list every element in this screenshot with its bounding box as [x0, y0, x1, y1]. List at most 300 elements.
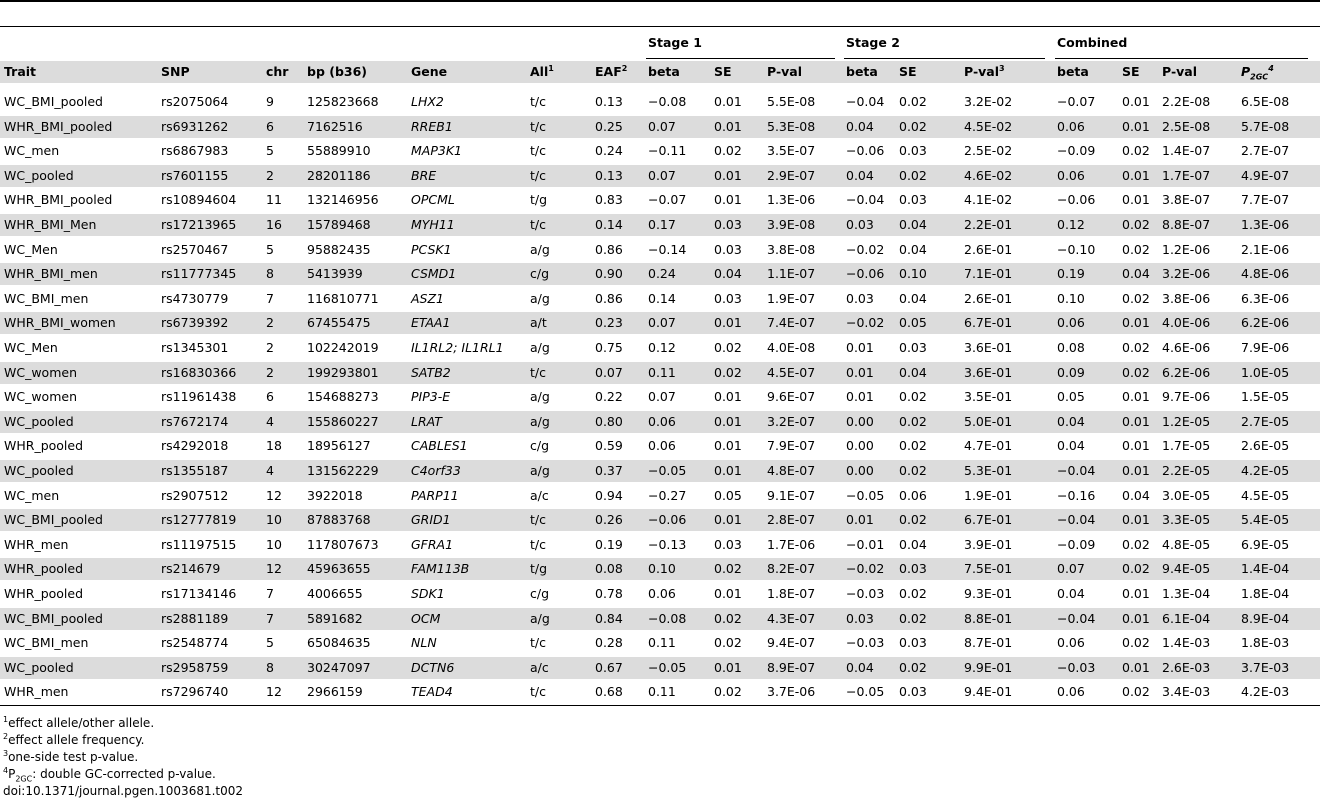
cell-se-stage2: 0.02: [899, 610, 927, 626]
cell-chr: 10: [266, 512, 282, 528]
cell-pval-combined: 1.2E-06: [1162, 241, 1211, 257]
cell-eaf: 0.24: [595, 143, 623, 159]
cell-pval-stage1: 1.9E-07: [767, 290, 816, 306]
cell-se-stage2: 0.04: [899, 217, 927, 232]
cell-snp: rs2958759: [161, 659, 229, 675]
cell-trait: WC_BMI_men: [4, 635, 89, 651]
cell-se-combined: 0.02: [1122, 241, 1150, 257]
cell-bp: 132146956: [307, 192, 379, 208]
cell-se-stage2: 0.02: [899, 586, 927, 601]
cell-all: a/c: [530, 659, 549, 675]
cell-beta-stage2: 0.03: [846, 290, 874, 306]
cell-beta-stage1: −0.08: [648, 94, 687, 109]
group-rule-stage1: [646, 58, 835, 59]
cell-snp: rs11777345: [161, 266, 237, 282]
cell-gene: PIP3-E: [411, 389, 451, 405]
cell-gene: OCM: [411, 610, 441, 626]
cell-se-stage1: 0.01: [714, 512, 742, 528]
cell-se-stage2: 0.03: [899, 684, 927, 700]
cell-se-stage1: 0.03: [714, 290, 742, 306]
cell-beta-stage1: 0.07: [648, 315, 676, 331]
col-header-all: All$^1$: [530, 63, 554, 79]
col-header-se-combined: SE: [1122, 64, 1140, 79]
cell-se-stage2: 0.06: [899, 487, 927, 503]
cell-p2gc: 4.2E-05: [1241, 463, 1290, 478]
cell-beta-combined: 0.04: [1057, 413, 1085, 429]
cell-eaf: 0.59: [595, 438, 623, 454]
cell-snp: rs6867983: [161, 143, 229, 159]
cell-snp: rs4292018: [161, 438, 229, 454]
cell-beta-combined: 0.04: [1057, 586, 1085, 601]
cell-eaf: 0.67: [595, 659, 623, 675]
cell-se-stage2: 0.02: [899, 659, 927, 675]
cell-chr: 8: [266, 266, 274, 282]
cell-beta-stage2: 0.03: [846, 610, 874, 626]
cell-se-stage1: 0.01: [714, 167, 742, 183]
cell-chr: 5: [266, 635, 274, 651]
cell-all: t/c: [530, 118, 546, 134]
cell-trait: WHR_pooled: [4, 586, 84, 601]
cell-se-stage1: 0.01: [714, 94, 742, 109]
group-rule-combined: [1055, 58, 1308, 59]
cell-trait: WHR_BMI_Men: [4, 217, 97, 232]
cell-snp: rs17213965: [161, 217, 237, 232]
cell-beta-stage2: −0.01: [846, 536, 885, 552]
cell-trait: WC_pooled: [4, 463, 74, 478]
cell-pval-stage2: 3.2E-02: [964, 94, 1013, 109]
cell-pval-stage1: 9.6E-07: [767, 389, 816, 405]
cell-pval-combined: 3.2E-06: [1162, 266, 1211, 282]
cell-pval-combined: 3.4E-03: [1162, 684, 1211, 700]
cell-se-stage2: 0.02: [899, 438, 927, 454]
footnote-4: $^4P_{2GC}$: double GC-corrected p-value.: [3, 766, 216, 784]
cell-se-stage2: 0.02: [899, 413, 927, 429]
cell-p2gc: 2.1E-06: [1241, 241, 1290, 257]
cell-pval-combined: 1.3E-04: [1162, 586, 1211, 601]
cell-beta-stage1: 0.06: [648, 586, 676, 601]
cell-pval-stage1: 9.4E-07: [767, 635, 816, 651]
cell-se-stage2: 0.02: [899, 463, 927, 478]
cell-trait: WC_pooled: [4, 413, 74, 429]
cell-all: a/g: [530, 413, 550, 429]
cell-beta-combined: −0.09: [1057, 143, 1096, 159]
cell-snp: rs1355187: [161, 463, 229, 478]
group-header-stage2: Stage 2: [846, 35, 900, 50]
cell-snp: rs2881189: [161, 610, 229, 626]
cell-chr: 6: [266, 389, 274, 405]
cell-p2gc: 6.5E-08: [1241, 94, 1290, 109]
cell-gene: DCTN6: [411, 659, 455, 675]
col-header-se-stage2: SE: [899, 64, 917, 79]
cell-eaf: 0.84: [595, 610, 623, 626]
cell-pval-stage1: 7.9E-07: [767, 438, 816, 454]
cell-beta-stage2: 0.01: [846, 389, 874, 405]
cell-trait: WC_Men: [4, 340, 58, 355]
cell-eaf: 0.26: [595, 512, 623, 528]
cell-beta-stage2: −0.04: [846, 192, 885, 208]
cell-trait: WC_women: [4, 364, 77, 380]
col-header-beta-stage2: beta: [846, 64, 878, 79]
cell-eaf: 0.25: [595, 118, 623, 134]
cell-se-stage1: 0.03: [714, 536, 742, 552]
cell-chr: 2: [266, 315, 274, 331]
group-header-stage1: Stage 1: [648, 35, 702, 50]
cell-trait: WC_BMI_men: [4, 290, 89, 306]
cell-se-combined: 0.02: [1122, 143, 1150, 159]
cell-beta-stage2: 0.00: [846, 463, 874, 478]
cell-all: c/g: [530, 266, 550, 282]
cell-se-stage2: 0.10: [899, 266, 927, 282]
cell-p2gc: 5.7E-08: [1241, 118, 1290, 134]
cell-trait: WHR_BMI_pooled: [4, 118, 113, 134]
group-header-combined: Combined: [1057, 35, 1128, 50]
cell-se-combined: 0.02: [1122, 561, 1150, 577]
cell-eaf: 0.13: [595, 167, 623, 183]
cell-gene: C4orf33: [411, 463, 461, 478]
cell-pval-stage1: 3.5E-07: [767, 143, 816, 159]
cell-bp: 95882435: [307, 241, 371, 257]
cell-se-stage1: 0.02: [714, 340, 742, 355]
cell-trait: WHR_men: [4, 684, 69, 700]
cell-beta-combined: 0.19: [1057, 266, 1085, 282]
cell-beta-combined: 0.08: [1057, 340, 1085, 355]
cell-chr: 4: [266, 463, 274, 478]
cell-beta-combined: 0.05: [1057, 389, 1085, 405]
cell-pval-stage1: 3.9E-08: [767, 217, 816, 232]
cell-beta-combined: −0.03: [1057, 659, 1096, 675]
cell-p2gc: 6.2E-06: [1241, 315, 1290, 331]
cell-se-stage1: 0.01: [714, 389, 742, 405]
cell-beta-stage2: −0.04: [846, 94, 885, 109]
cell-p2gc: 1.4E-04: [1241, 561, 1290, 577]
cell-beta-stage1: 0.11: [648, 684, 676, 700]
cell-gene: ASZ1: [411, 290, 445, 306]
cell-beta-combined: 0.07: [1057, 561, 1085, 577]
cell-pval-stage1: 8.9E-07: [767, 659, 816, 675]
cell-beta-stage1: 0.11: [648, 364, 676, 380]
cell-all: a/g: [530, 241, 550, 257]
cell-beta-combined: −0.09: [1057, 536, 1096, 552]
cell-pval-combined: 4.8E-05: [1162, 536, 1211, 552]
cell-all: t/c: [530, 167, 546, 183]
cell-bp: 55889910: [307, 143, 371, 159]
cell-trait: WHR_BMI_pooled: [4, 192, 113, 208]
cell-p2gc: 2.7E-05: [1241, 413, 1290, 429]
cell-pval-combined: 6.1E-04: [1162, 610, 1211, 626]
footnote-3: $^3$one-side test p-value.: [3, 749, 139, 764]
cell-chr: 18: [266, 438, 282, 454]
footnote-1: $^1$effect allele/other allele.: [3, 715, 155, 730]
cell-beta-stage2: 0.03: [846, 217, 874, 232]
cell-se-stage2: 0.05: [899, 315, 927, 331]
cell-bp: 102242019: [307, 340, 379, 355]
cell-beta-combined: −0.04: [1057, 610, 1096, 626]
cell-se-stage2: 0.02: [899, 118, 927, 134]
cell-pval-stage2: 2.6E-01: [964, 241, 1013, 257]
cell-se-stage1: 0.01: [714, 118, 742, 134]
cell-se-stage1: 0.01: [714, 192, 742, 208]
cell-pval-combined: 1.4E-07: [1162, 143, 1211, 159]
cell-snp: rs7601155: [161, 167, 229, 183]
cell-all: a/g: [530, 340, 550, 355]
cell-beta-stage1: −0.11: [648, 143, 687, 159]
cell-gene: SATB2: [411, 364, 451, 380]
cell-beta-combined: 0.04: [1057, 438, 1085, 454]
cell-all: t/c: [530, 512, 546, 528]
cell-beta-combined: −0.04: [1057, 512, 1096, 528]
cell-trait: WHR_pooled: [4, 438, 84, 454]
cell-gene: LHX2: [411, 94, 444, 109]
cell-beta-combined: 0.10: [1057, 290, 1085, 306]
cell-p2gc: 4.5E-05: [1241, 487, 1290, 503]
cell-beta-stage1: 0.24: [648, 266, 676, 282]
cell-eaf: 0.23: [595, 315, 623, 331]
cell-pval-stage2: 2.5E-02: [964, 143, 1013, 159]
col-header-trait: Trait: [4, 64, 37, 79]
cell-se-stage2: 0.03: [899, 143, 927, 159]
cell-beta-combined: 0.06: [1057, 118, 1085, 134]
cell-pval-stage1: 4.8E-07: [767, 463, 816, 478]
cell-pval-stage2: 8.7E-01: [964, 635, 1013, 651]
cell-bp: 7162516: [307, 118, 363, 134]
cell-gene: PARP11: [411, 487, 459, 503]
cell-pval-stage1: 1.7E-06: [767, 536, 816, 552]
cell-bp: 87883768: [307, 512, 371, 528]
cell-gene: CABLES1: [411, 438, 468, 454]
cell-beta-combined: 0.06: [1057, 684, 1085, 700]
cell-eaf: 0.08: [595, 561, 623, 577]
cell-beta-combined: −0.04: [1057, 463, 1096, 478]
cell-p2gc: 6.9E-05: [1241, 536, 1290, 552]
cell-beta-stage2: 0.00: [846, 413, 874, 429]
cell-beta-stage1: −0.14: [648, 241, 687, 257]
cell-snp: rs2548774: [161, 635, 229, 651]
cell-gene: SDK1: [411, 586, 445, 601]
cell-pval-combined: 3.8E-06: [1162, 290, 1211, 306]
cell-se-combined: 0.01: [1122, 512, 1150, 528]
cell-trait: WHR_BMI_men: [4, 266, 98, 282]
cell-pval-combined: 9.7E-06: [1162, 389, 1211, 405]
cell-p2gc: 3.7E-03: [1241, 659, 1290, 675]
cell-se-combined: 0.02: [1122, 684, 1150, 700]
cell-se-stage2: 0.03: [899, 192, 927, 208]
cell-all: t/c: [530, 684, 546, 700]
cell-pval-stage2: 4.5E-02: [964, 118, 1013, 134]
cell-chr: 11: [266, 192, 282, 208]
cell-se-stage1: 0.01: [714, 586, 742, 601]
cell-pval-stage1: 9.1E-07: [767, 487, 816, 503]
cell-se-combined: 0.02: [1122, 217, 1150, 232]
footnote-mark-2: 2: [621, 63, 628, 73]
cell-all: c/g: [530, 438, 550, 454]
cell-trait: WC_women: [4, 389, 77, 405]
cell-beta-stage2: −0.06: [846, 143, 885, 159]
col-header-bp: bp (b36): [307, 64, 368, 79]
cell-trait: WC_pooled: [4, 167, 74, 183]
cell-bp: 4006655: [307, 586, 363, 601]
cell-se-combined: 0.01: [1122, 94, 1150, 109]
cell-beta-stage2: 0.01: [846, 340, 874, 355]
cell-all: t/g: [530, 192, 548, 208]
cell-se-combined: 0.02: [1122, 635, 1150, 651]
cell-pval-stage2: 9.4E-01: [964, 684, 1013, 700]
cell-pval-stage2: 8.8E-01: [964, 610, 1013, 626]
cell-bp: 154688273: [307, 389, 379, 405]
cell-chr: 6: [266, 118, 274, 134]
cell-chr: 7: [266, 586, 274, 601]
group-rule-stage2: [844, 58, 1045, 59]
cell-pval-combined: 2.5E-08: [1162, 118, 1211, 134]
cell-pval-stage2: 1.9E-01: [964, 487, 1013, 503]
cell-pval-combined: 2.2E-05: [1162, 463, 1211, 478]
cell-bp: 117807673: [307, 536, 379, 552]
cell-p2gc: 1.0E-05: [1241, 364, 1290, 380]
cell-eaf: 0.75: [595, 340, 623, 355]
cell-beta-stage1: −0.08: [648, 610, 687, 626]
cell-all: t/c: [530, 94, 546, 109]
cell-se-combined: 0.01: [1122, 586, 1150, 601]
cell-pval-stage2: 7.5E-01: [964, 561, 1013, 577]
cell-beta-stage2: −0.03: [846, 586, 885, 601]
cell-chr: 4: [266, 413, 274, 429]
cell-se-combined: 0.01: [1122, 315, 1150, 331]
cell-se-stage1: 0.02: [714, 364, 742, 380]
cell-se-combined: 0.01: [1122, 167, 1150, 183]
cell-snp: rs7672174: [161, 413, 229, 429]
cell-bp: 15789468: [307, 217, 371, 232]
cell-pval-stage2: 3.6E-01: [964, 364, 1013, 380]
cell-beta-stage1: 0.06: [648, 438, 676, 454]
cell-se-combined: 0.02: [1122, 536, 1150, 552]
cell-pval-combined: 1.2E-05: [1162, 413, 1211, 429]
cell-beta-stage2: 0.04: [846, 118, 874, 134]
cell-beta-stage1: −0.27: [648, 487, 687, 503]
cell-se-stage1: 0.01: [714, 315, 742, 331]
cell-se-combined: 0.01: [1122, 413, 1150, 429]
cell-trait: WHR_pooled: [4, 561, 84, 577]
cell-trait: WC_men: [4, 143, 60, 159]
cell-p2gc: 7.9E-06: [1241, 340, 1290, 355]
cell-all: t/g: [530, 561, 548, 577]
cell-pval-stage2: 3.6E-01: [964, 340, 1013, 355]
col-header-beta-stage1: beta: [648, 64, 680, 79]
cell-beta-stage2: 0.00: [846, 438, 874, 454]
cell-gene: OPCML: [411, 192, 455, 208]
cell-pval-stage1: 2.9E-07: [767, 167, 816, 183]
cell-gene: MYH11: [411, 217, 455, 232]
col-header-gene: Gene: [411, 64, 448, 79]
cell-gene: BRE: [411, 167, 437, 183]
cell-chr: 12: [266, 487, 282, 503]
cell-se-combined: 0.01: [1122, 438, 1150, 454]
cell-se-stage1: 0.02: [714, 610, 742, 626]
col-header-beta-combined: beta: [1057, 64, 1089, 79]
cell-beta-stage2: −0.02: [846, 315, 885, 331]
cell-snp: rs7296740: [161, 684, 229, 700]
cell-beta-stage1: −0.06: [648, 512, 687, 528]
cell-gene: NLN: [411, 635, 437, 651]
cell-se-stage2: 0.04: [899, 241, 927, 257]
cell-beta-combined: 0.06: [1057, 167, 1085, 183]
cell-pval-combined: 1.4E-03: [1162, 635, 1211, 651]
cell-snp: rs16830366: [161, 364, 237, 380]
col-header-chr: chr: [266, 64, 289, 79]
table-bottom-rule: [0, 705, 1320, 706]
cell-bp: 5413939: [307, 266, 363, 282]
cell-se-stage1: 0.03: [714, 217, 742, 232]
cell-chr: 8: [266, 659, 274, 675]
cell-bp: 18956127: [307, 438, 371, 454]
cell-se-combined: 0.04: [1122, 487, 1150, 503]
cell-snp: rs2570467: [161, 241, 229, 257]
cell-beta-stage1: −0.05: [648, 659, 687, 675]
cell-se-stage2: 0.02: [899, 389, 927, 405]
cell-p2gc: 2.7E-07: [1241, 143, 1290, 159]
cell-beta-stage2: 0.04: [846, 167, 874, 183]
cell-gene: IL1RL2; IL1RL1: [411, 340, 504, 355]
cell-pval-stage2: 4.7E-01: [964, 438, 1013, 454]
cell-chr: 2: [266, 167, 274, 183]
cell-pval-combined: 3.8E-07: [1162, 192, 1211, 208]
cell-all: t/c: [530, 217, 546, 232]
cell-p2gc: 1.5E-05: [1241, 389, 1290, 405]
cell-beta-combined: −0.06: [1057, 192, 1096, 208]
cell-trait: WC_BMI_pooled: [4, 94, 103, 109]
cell-pval-stage1: 5.5E-08: [767, 94, 816, 109]
cell-chr: 10: [266, 536, 282, 552]
cell-chr: 2: [266, 364, 274, 380]
cell-bp: 65084635: [307, 635, 371, 651]
cell-beta-combined: 0.06: [1057, 315, 1085, 331]
table-header-rule: [0, 26, 1320, 27]
cell-snp: rs6931262: [161, 118, 229, 134]
cell-beta-stage2: 0.01: [846, 512, 874, 528]
cell-pval-combined: 2.6E-03: [1162, 659, 1211, 675]
cell-se-stage2: 0.04: [899, 290, 927, 306]
cell-gene: FAM113B: [411, 561, 470, 577]
cell-pval-stage2: 6.7E-01: [964, 512, 1013, 528]
cell-bp: 3922018: [307, 487, 363, 503]
cell-beta-stage2: 0.01: [846, 364, 874, 380]
cell-eaf: 0.07: [595, 364, 623, 380]
cell-pval-stage1: 4.0E-08: [767, 340, 816, 355]
cell-pval-combined: 3.3E-05: [1162, 512, 1211, 528]
cell-pval-stage1: 1.3E-06: [767, 192, 816, 208]
cell-bp: 30247097: [307, 659, 371, 675]
cell-bp: 28201186: [307, 167, 371, 183]
cell-all: a/g: [530, 610, 550, 626]
cell-bp: 125823668: [307, 94, 379, 109]
cell-bp: 131562229: [307, 463, 379, 478]
cell-pval-combined: 9.4E-05: [1162, 561, 1211, 577]
cell-beta-stage1: −0.07: [648, 192, 687, 208]
cell-p2gc: 5.4E-05: [1241, 512, 1290, 528]
cell-pval-combined: 4.0E-06: [1162, 315, 1211, 331]
cell-se-combined: 0.02: [1122, 340, 1150, 355]
cell-p2gc: 6.3E-06: [1241, 290, 1290, 306]
cell-se-stage1: 0.02: [714, 143, 742, 159]
cell-pval-stage2: 9.3E-01: [964, 586, 1013, 601]
cell-se-stage1: 0.03: [714, 241, 742, 257]
cell-beta-stage2: −0.02: [846, 241, 885, 257]
cell-trait: WHR_BMI_women: [4, 315, 116, 331]
cell-eaf: 0.68: [595, 684, 623, 700]
cell-snp: rs6739392: [161, 315, 229, 331]
cell-se-combined: 0.01: [1122, 659, 1150, 675]
cell-snp: rs1345301: [161, 340, 229, 355]
cell-bp: 67455475: [307, 315, 371, 331]
cell-beta-stage2: −0.05: [846, 487, 885, 503]
